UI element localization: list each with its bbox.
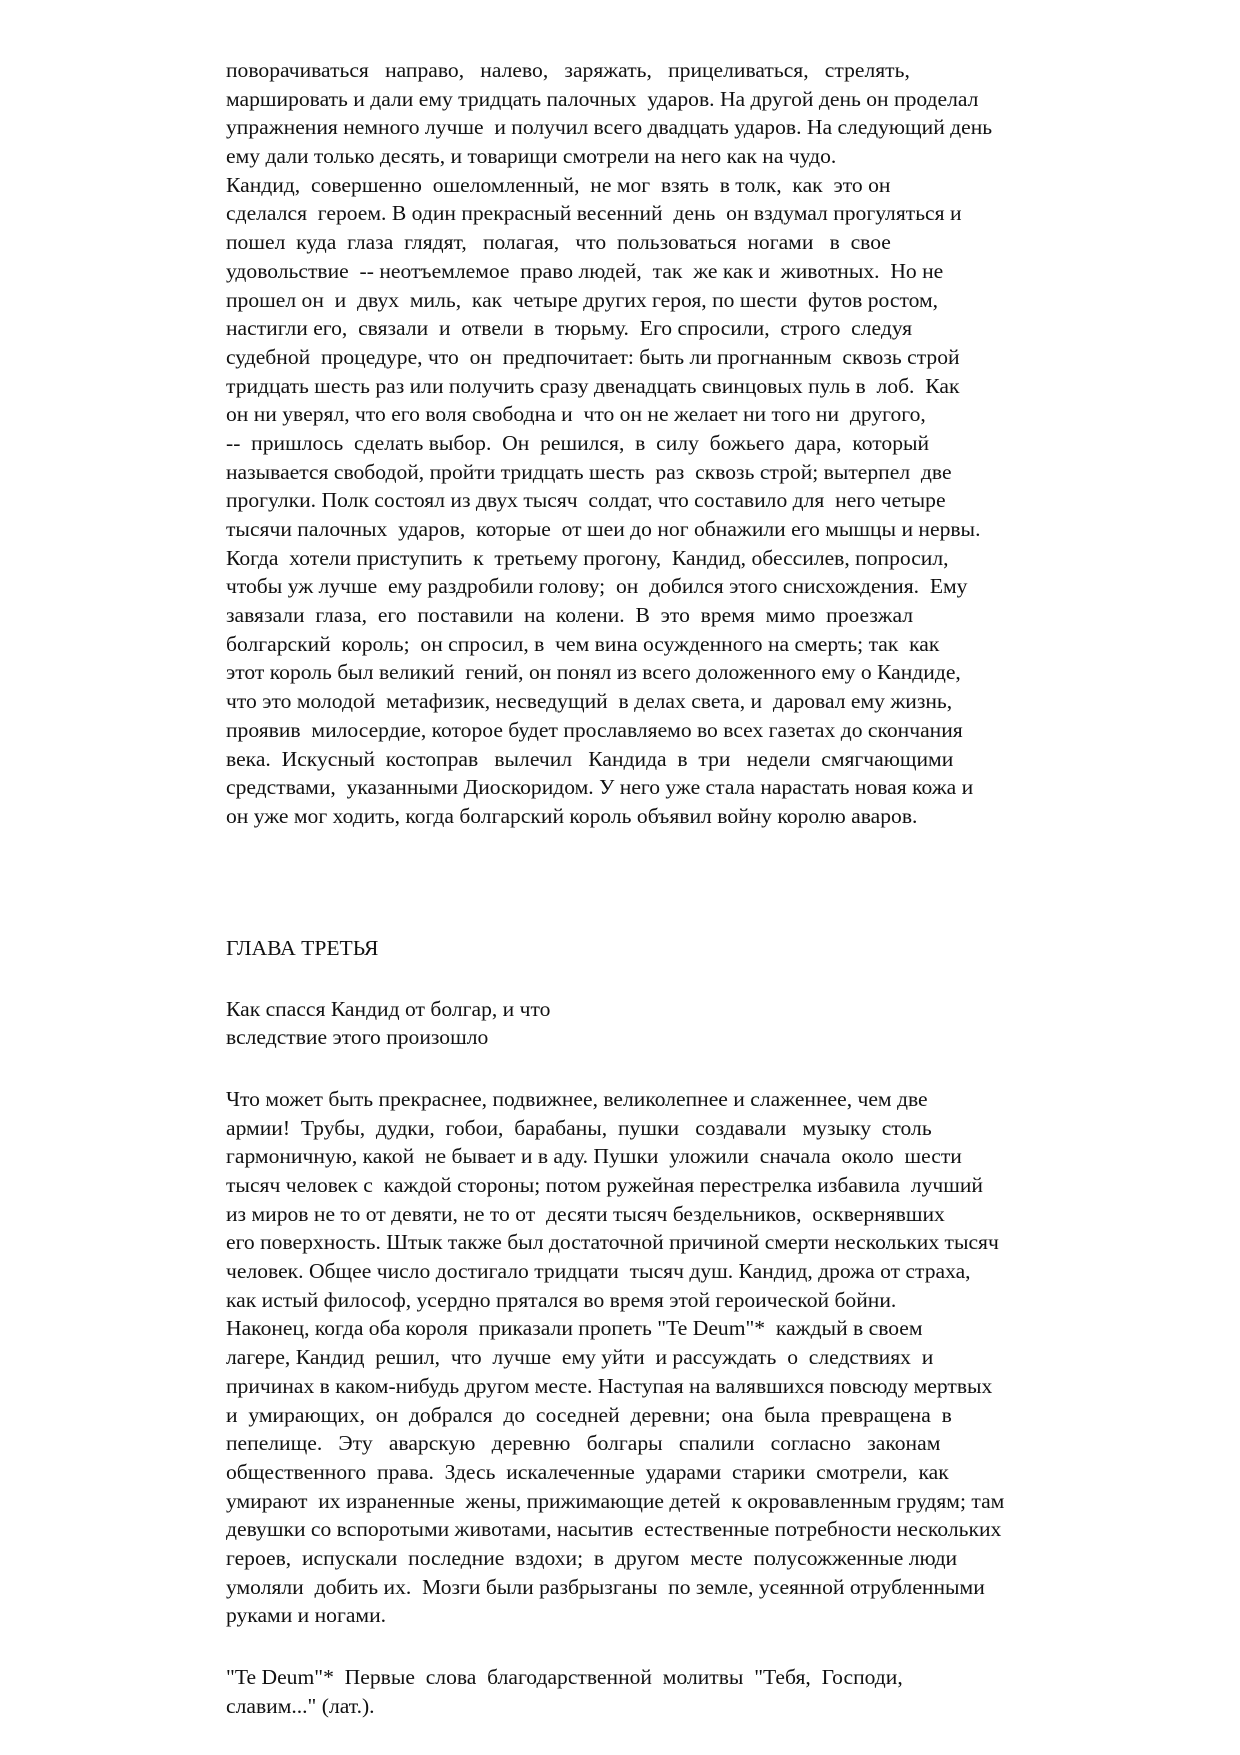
text-line: сделался героем. В один прекрасный весенний день он вздумал прогуляться и xyxy=(226,201,962,226)
text-line: настигли его, связали и отвели в тюрьму. Его спросили, строго следуя xyxy=(226,316,913,341)
text-line: человек. Общее число достигало тридцати тысяч душ. Кандид, дрожа от страха, xyxy=(226,1259,971,1284)
footnote-line: "Te Deum"* Первые слова благодарственной молитвы "Тебя, Господи, xyxy=(226,1665,903,1689)
text-line: руками и ногами. xyxy=(226,1603,387,1628)
text-line: ему дали только десять, и товарищи смотрели на него как на чудо. xyxy=(226,144,837,169)
text-line: пепелище. Эту аварскую деревню болгары спалили согласно законам xyxy=(226,1431,941,1456)
subtitle-line: вследствие этого произошло xyxy=(226,1025,489,1050)
text-line: поворачиваться направо, налево, заряжать, прицеливаться, стрелять, xyxy=(226,58,910,82)
text-line: общественного права. Здесь искалеченные ударами старики смотрели, как xyxy=(226,1459,949,1484)
text-line: как истый философ, усердно прятался во время этой героической бойни. xyxy=(226,1287,897,1312)
text-line: Наконец, когда оба короля приказали пропеть "Te Deum"* каждый в своем xyxy=(226,1316,923,1341)
text-line: он уже мог ходить, когда болгарский король объявил войну королю аваров. xyxy=(226,803,918,828)
text-line: Когда хотели приступить к третьему прогону, Кандид, обессилев, попросил, xyxy=(226,545,949,570)
text-line: тысячи палочных ударов, которые от шеи до ног обнажили его мышцы и нервы. xyxy=(226,517,981,541)
text-line: что это молодой метафизик, несведущий в делах света, и даровал ему жизнь, xyxy=(226,689,953,714)
text-line: чтобы уж лучше ему раздробили голову; он добился этого снисхождения. Ему xyxy=(226,574,968,599)
text-line: маршировать и дали ему тридцать палочных ударов. На другой день он проделал xyxy=(226,86,979,111)
subtitle-line: Как спасся Кандид от болгар, и что xyxy=(226,996,551,1021)
text-line: и умирающих, он добрался до соседней деревни; она была превращена в xyxy=(226,1402,952,1427)
text-line: завязали глаза, его поставили на колени. В это время мимо проезжал xyxy=(226,603,914,628)
text-line: тридцать шесть раз или получить сразу двенадцать свинцовых пуль в лоб. Как xyxy=(226,373,960,398)
text-line: он ни уверял, что его воля свободна и что он не желает ни того ни другого, xyxy=(226,402,926,427)
text-line: лагере, Кандид решил, что лучше ему уйти и рассуждать о следствиях и xyxy=(226,1345,934,1370)
chapter-title: ГЛАВА ТРЕТЬЯ xyxy=(226,935,379,960)
footnote xyxy=(226,1663,1146,1720)
body-paragraph-chapter xyxy=(226,1085,1146,1630)
text-line: умоляли добить их. Мозги были разбрызганы по земле, усеянной отрубленными xyxy=(226,1574,985,1599)
text-line: девушки со вспоротыми животами, насытив естественные потребности нескольких xyxy=(226,1517,1002,1542)
text-line: гармоничную, какой не бывает и в аду. Пушки уложили сначала около шести xyxy=(226,1144,962,1169)
text-line: называется свободой, пройти тридцать шесть раз сквозь строй; вытерпел две xyxy=(226,459,952,484)
body-paragraph-top xyxy=(226,56,1146,831)
document-page xyxy=(226,56,1146,1720)
text-line: удовольствие -- неотъемлемое право людей, так же как и животных. Но не xyxy=(226,258,944,283)
text-line: Кандид, совершенно ошеломленный, не мог взять в толк, как это он xyxy=(226,172,891,197)
text-line: пошел куда глаза глядят, полагая, что пользоваться ногами в свое xyxy=(226,230,891,255)
text-line: умирают их израненные жены, прижимающие детей к окровавленным грудям; там xyxy=(226,1488,1005,1513)
text-line: армии! Трубы, дудки, гобои, барабаны, пушки создавали музыку столь xyxy=(226,1115,932,1140)
text-line: упражнения немного лучше и получил всего двадцать ударов. На следующий день xyxy=(226,115,993,140)
text-line: -- пришлось сделать выбор. Он решился, в силу божьего дара, который xyxy=(226,430,930,455)
text-line: причинах в каком-нибудь другом месте. Наступая на валявшихся повсюду мертвых xyxy=(226,1373,993,1398)
text-line: века. Искусный костоправ вылечил Кандида в три недели смягчающими xyxy=(226,746,954,771)
chapter-subtitle xyxy=(226,995,1146,1052)
text-line: его поверхность. Штык также был достаточной причиной смерти нескольких тысяч xyxy=(226,1230,999,1255)
text-line: прогулки. Полк состоял из двух тысяч солдат, что составило для него четыре xyxy=(226,488,946,513)
footnote-line: славим..." (лат.). xyxy=(226,1693,375,1718)
text-line: болгарский король; он спросил, в чем вина осужденного на смерть; так как xyxy=(226,631,940,656)
text-line: этот король был великий гений, он понял из всего доложенного ему о Кандиде, xyxy=(226,660,961,685)
text-line: тысяч человек с каждой стороны; потом ружейная перестрелка избавила лучший xyxy=(226,1173,983,1197)
text-line: средствами, указанными Диоскоридом. У него уже стала нарастать новая кожа и xyxy=(226,775,974,800)
text-line: проявив милосердие, которое будет прославляемо во всех газетах до скончания xyxy=(226,717,963,742)
text-line: судебной процедуре, что он предпочитает: быть ли прогнанным сквозь строй xyxy=(226,344,960,369)
text-line: героев, испускали последние вздохи; в другом месте полусожженные люди xyxy=(226,1545,958,1570)
text-line: прошел он и двух миль, как четыре других героя, по шести футов ростом, xyxy=(226,287,939,312)
text-line: Что может быть прекраснее, подвижнее, великолепнее и слаженнее, чем две xyxy=(226,1086,928,1111)
text-line: из миров не то от девяти, не то от десяти тысяч бездельников, осквернявших xyxy=(226,1201,945,1226)
